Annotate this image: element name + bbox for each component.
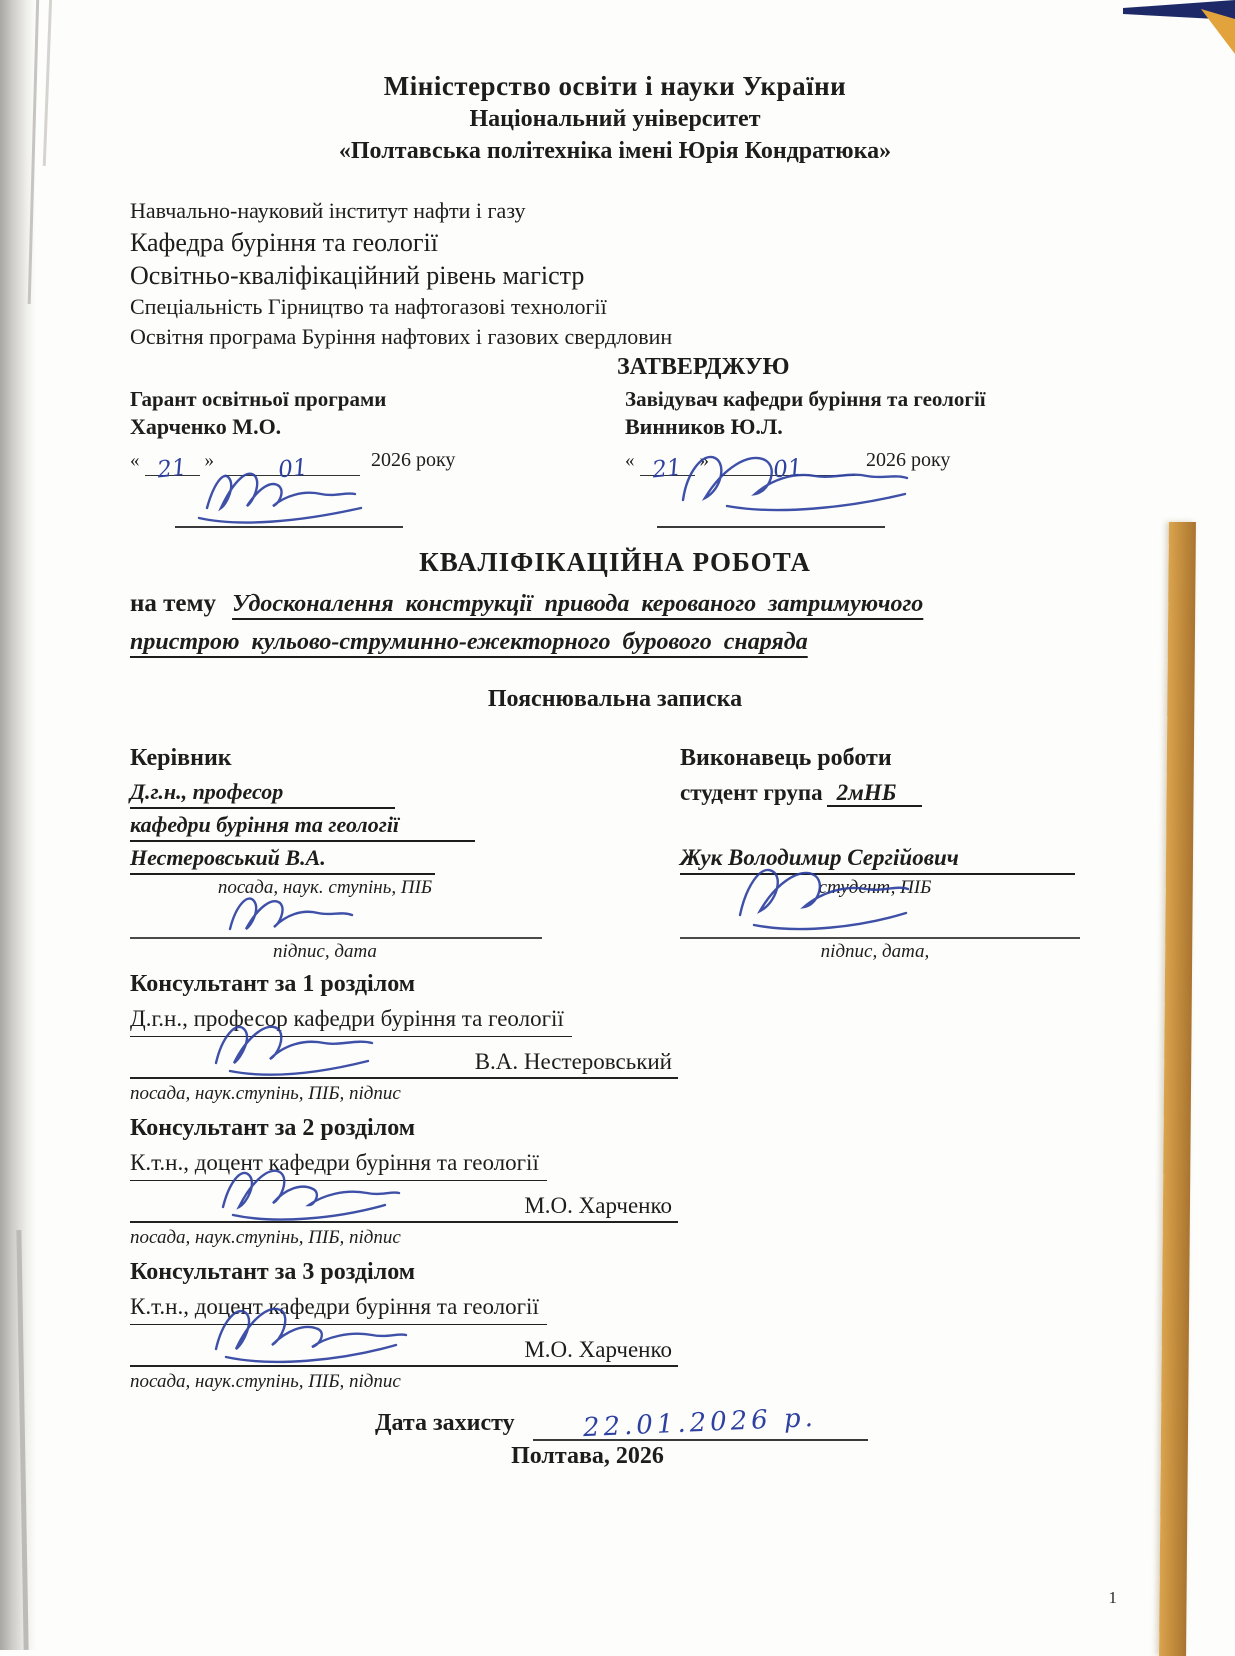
consultant-heading: Консультант за 1 розділом <box>130 971 416 997</box>
institute-line: Спеціальність Гірництво та нафтогазові технології <box>130 294 607 319</box>
consultant-caption: посада, наук.ступінь, ПІБ, підпис <box>130 1227 401 1248</box>
department-head-role: Завідувач кафедри буріння та геології <box>625 387 986 411</box>
supervisor-block <box>130 741 575 965</box>
defense-date-blank <box>533 1402 868 1444</box>
guarantor-name: Харченко М.О. <box>130 414 282 439</box>
supervisor-label: Керівник <box>130 745 232 771</box>
university-name: «Полтавська політехніка імені Юрія Кондратюка» <box>338 138 892 164</box>
topic-block <box>130 586 1100 662</box>
group-value: 2мНБ <box>827 780 923 807</box>
executor-name: Жук Володимир Сергійович <box>680 842 1075 875</box>
spacer <box>680 809 1100 842</box>
consultant-name-line <box>130 1037 678 1079</box>
topic-line1: Удосконалення конструкції привода керованого затримуючого <box>232 591 924 617</box>
university-title: Національний університет <box>469 106 761 132</box>
executor-signature-line <box>680 901 1080 939</box>
guarantor-block <box>130 385 590 528</box>
consultant-position: К.т.н., доцент кафедри буріння та геології <box>130 1146 547 1181</box>
title-page-content <box>130 0 1100 1472</box>
supervisor-signature-line <box>130 901 542 939</box>
handwritten-month: 01 <box>771 454 804 484</box>
consultant-name: М.О. Харченко <box>524 1193 672 1218</box>
desk-edge <box>1159 522 1196 1656</box>
institute-line: Освітньо-кваліфікаційний рівень магістр <box>130 261 585 290</box>
department-head-block <box>625 385 1100 528</box>
supervisor-degree: Д.г.н., професор <box>130 776 395 809</box>
quote-open: « <box>625 450 635 471</box>
handwritten-day: 21 <box>651 454 684 484</box>
ministry-title: Міністерство освіти і науки України <box>383 71 847 101</box>
executor-label: Виконавець роботи <box>680 745 892 771</box>
subtitle: Пояснювальна записка <box>487 686 743 712</box>
quote-close: » <box>204 450 214 471</box>
institute-line: Кафедра буріння та геології <box>130 228 438 257</box>
month-blank <box>225 451 360 484</box>
guarantor-date-line <box>130 445 590 484</box>
topic-label: на тему <box>130 590 217 617</box>
group-prefix: студент група <box>680 780 823 805</box>
year-label: 2026 року <box>371 449 456 471</box>
guarantor-signature-line <box>175 476 403 528</box>
approval-row <box>130 385 1100 528</box>
consultant-name-line <box>130 1325 678 1367</box>
consultant-heading: Консультант за 2 розділом <box>130 1115 416 1141</box>
defense-date-line <box>375 1402 1100 1444</box>
quote-open: « <box>130 450 140 471</box>
consultant-name: М.О. Харченко <box>524 1337 672 1362</box>
institute-line: Освітня програма Буріння нафтових і газових свердловин <box>130 324 673 349</box>
month-blank <box>720 451 855 484</box>
approve-label: ЗАТВЕРДЖУЮ <box>617 354 790 380</box>
guarantor-role: Гарант освітньої програми <box>130 387 387 411</box>
executor-group-line <box>680 776 1100 809</box>
consultant-name: В.А. Нестеровський <box>474 1049 672 1074</box>
roles-row <box>130 741 1100 965</box>
consultant-caption: посада, наук.ступінь, ПІБ, підпис <box>130 1083 401 1104</box>
department-head-date-line <box>625 445 1100 484</box>
page-stack-edge <box>43 0 53 166</box>
consultant-position: Д.г.н., професор кафедри буріння та геології <box>130 1002 572 1037</box>
supervisor-caption: посада, наук. ступінь, ПІБ <box>217 877 433 898</box>
executor-caption: студент, ПІБ <box>818 877 932 898</box>
consultant-position: К.т.н., доцент кафедри буріння та геології <box>130 1290 547 1325</box>
consultant-caption: посада, наук.ступінь, ПІБ, підпис <box>130 1371 401 1392</box>
handwritten-day: 21 <box>156 454 189 484</box>
handwritten-month: 01 <box>276 454 309 484</box>
year-label: 2026 року <box>866 449 951 471</box>
supervisor-name: Нестеровський В.А. <box>130 842 435 875</box>
department-head-signature-line <box>657 476 885 528</box>
day-blank <box>145 451 200 484</box>
consultant-name-line <box>130 1181 678 1223</box>
defense-label: Дата захисту <box>375 1410 515 1436</box>
consultant-2-block <box>130 1111 1100 1253</box>
consultant-3-block <box>130 1255 1100 1397</box>
city-year: Полтава, 2026 <box>511 1443 664 1469</box>
institute-block <box>130 196 1100 352</box>
supervisor-sign-caption: підпис, дата <box>273 941 377 962</box>
page-number: 1 <box>1108 1588 1117 1607</box>
supervisor-department: кафедри буріння та геології <box>130 809 475 842</box>
work-title: КВАЛІФІКАЦІЙНА РОБОТА <box>419 547 811 577</box>
institute-line: Навчально-науковий інститут нафти і газу <box>130 198 526 223</box>
department-head-name: Винников Ю.Л. <box>625 414 783 439</box>
topic-line2: пристрою кульово-струминно-ежекторного бурового снаряда <box>130 629 808 655</box>
handwritten-defense-date: 22.01.2026 р. <box>582 1402 818 1444</box>
quote-close: » <box>699 450 709 471</box>
consultant-heading: Консультант за 3 розділом <box>130 1259 416 1285</box>
consultant-1-block <box>130 967 1100 1109</box>
day-blank <box>640 451 695 484</box>
executor-block <box>680 741 1100 965</box>
executor-sign-caption: підпис, дата, <box>820 941 930 962</box>
folder-corner-icon <box>1123 0 1235 56</box>
